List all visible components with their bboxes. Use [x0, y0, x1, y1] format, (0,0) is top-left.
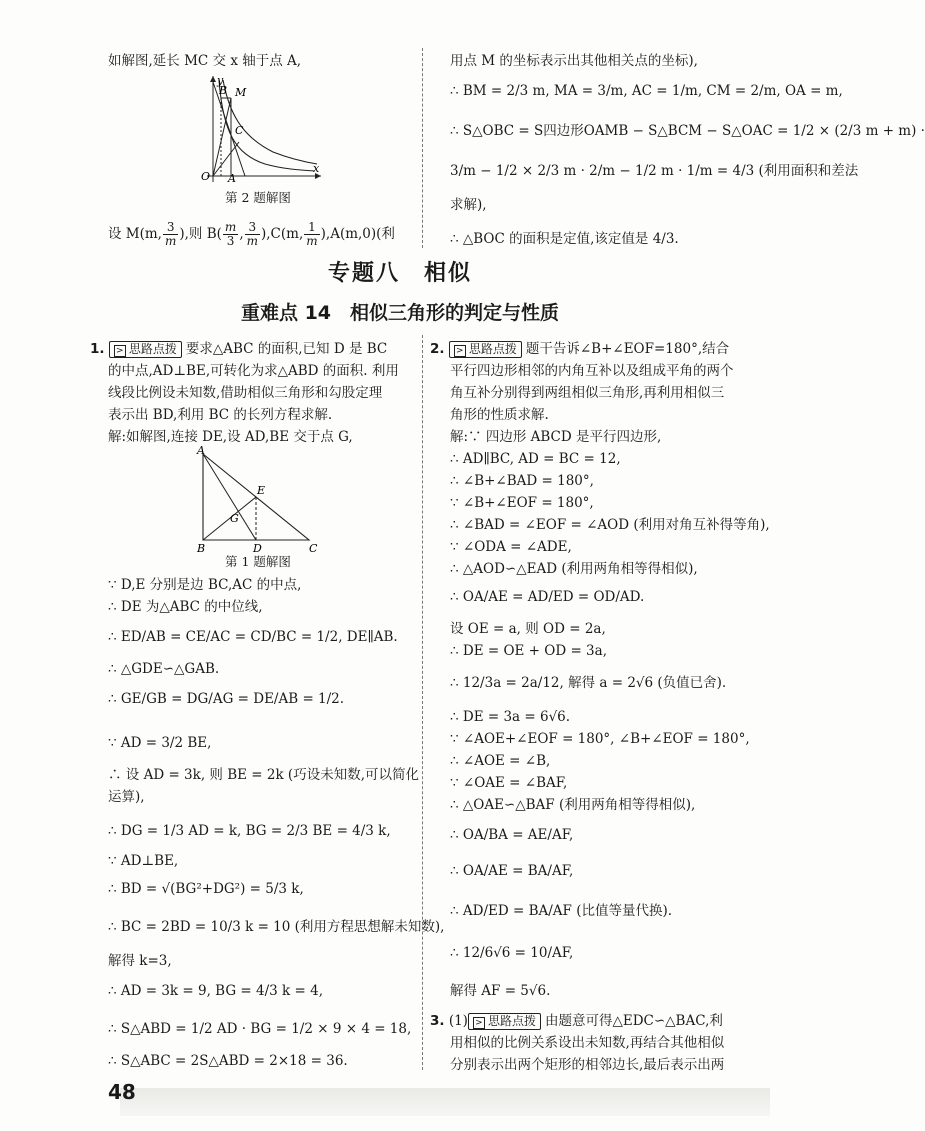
q3-intro-line-2: 用相似的比例关系设出未知数,再结合其他相似	[450, 1035, 725, 1051]
q1-number: 1.	[90, 341, 105, 357]
hint-tag: > 思路点拨	[109, 341, 182, 358]
q2-step-17: ∴ OA/BA = AE/AF,	[450, 827, 574, 843]
top-right-line-4: 3/m − 1/2 × 2/3 m · 2/m − 1/2 m · 1/m = 4/3 (利用面积和差法	[450, 163, 859, 179]
page-number: 48	[108, 1080, 136, 1104]
fig2-label-O: O	[201, 170, 211, 183]
fig2-label-C: C	[235, 124, 244, 137]
q1-step-6: ∵ AD = 3/2 BE,	[108, 735, 212, 751]
page-footer-bar	[120, 1088, 770, 1116]
top-right-line-3: ∴ S△OBC = S四边形OAMB − S△BCM − S△OAC = 1/2 × (2/3 m + m) ·	[450, 123, 925, 139]
q2-step-4: ∵ ∠B+∠EOF = 180°,	[450, 495, 594, 511]
q1-step-2: ∴ DE 为△ABC 的中位线,	[108, 599, 263, 615]
q1-step-10: ∵ AD⊥BE,	[108, 853, 179, 869]
q2-step-20: ∴ 12/6√6 = 10/AF,	[450, 945, 574, 961]
column-divider	[422, 48, 423, 248]
q2-step-1: 解:∵ 四边形 ABCD 是平行四边形,	[450, 429, 662, 445]
fig2-label-B: B	[219, 84, 228, 97]
q1-step-9: ∴ DG = 1/3 AD = k, BG = 2/3 BE = 4/3 k,	[108, 823, 391, 839]
q3-number: 3.	[430, 1013, 445, 1029]
top-right-line-2: ∴ BM = 2/3 m, MA = 3/m, AC = 1/m, CM = 2/m, OA = m,	[450, 83, 843, 99]
q2-step-19: ∴ AD/ED = BA/AF (比值等量代换).	[450, 903, 673, 919]
q2-step-16: ∴ △OAE∽△BAF (利用两角相等得相似),	[450, 797, 696, 813]
q1-step-3: ∴ ED/AB = CE/AC = CD/BC = 1/2, DE∥AB.	[108, 629, 398, 645]
q1-intro-line-3: 线段比例设未知数,借助相似三角形和勾股定理	[108, 385, 383, 401]
top-left-line-2: 设 M(m, $\frac{3}{m}$ ),则 B( $\frac{m}{3}$ , $\frac{3}{m}$ ),C(m, $\frac{1}{m}$ ),A(m,0)(利	[108, 220, 395, 248]
fig1-label-A: A	[197, 444, 205, 457]
q2-step-13: ∵ ∠AOE+∠EOF = 180°, ∠B+∠EOF = 180°,	[450, 731, 750, 747]
q2-step-18: ∴ OA/AE = BA/AF,	[450, 863, 574, 879]
q2-step-14: ∴ ∠AOE = ∠B,	[450, 753, 551, 769]
fig1-label-C: C	[309, 542, 318, 555]
q1-intro-line-4: 表示出 BD,利用 BC 的长列方程求解.	[108, 407, 333, 423]
q1-step-15: ∴ S△ABD = 1/2 AD · BG = 1/2 × 9 × 4 = 18,	[108, 1021, 412, 1037]
q2-intro-line-1: 2. > 思路点拨 题干告诉∠B+∠EOF=180°,结合	[430, 341, 730, 357]
q2-step-15: ∵ ∠OAE = ∠BAF,	[450, 775, 568, 791]
chevron-right-icon: >	[114, 345, 126, 357]
chapter-title: 专题八 相似	[327, 261, 472, 286]
chevron-right-icon: >	[454, 345, 466, 357]
figure-2-graph	[195, 72, 325, 184]
q2-step-3: ∴ ∠B+∠BAD = 180°,	[450, 473, 594, 489]
top-right-line-5: 求解),	[450, 197, 487, 213]
q2-step-6: ∵ ∠ODA = ∠ADE,	[450, 539, 572, 555]
q1-intro-line-2: 的中点,AD⊥BE,可转化为求△ABD 的面积. 利用	[108, 363, 399, 379]
hint-tag: > 思路点拨	[449, 341, 522, 358]
q2-intro-line-3: 角互补分别得到两组相似三角形,再利用相似三	[450, 385, 725, 401]
q2-intro-line-4: 角形的性质求解.	[450, 407, 549, 423]
fig2-label-A: A	[228, 172, 236, 185]
fig2-label-M: M	[235, 86, 247, 99]
q1-step-8: 运算),	[108, 789, 145, 805]
q2-step-2: ∴ AD∥BC, AD = BC = 12,	[450, 451, 621, 467]
q2-step-10: ∴ DE = OE + OD = 3a,	[450, 643, 607, 659]
q1-step-11: ∴ BD = √(BG²+DG²) = 5/3 k,	[108, 881, 304, 897]
fig1-label-D: D	[253, 542, 262, 555]
fig1-label-G: G	[230, 512, 239, 525]
fig1-label-B: B	[197, 542, 206, 555]
q2-step-11: ∴ 12/3a = 2a/12, 解得 a = 2√6 (负值已舍).	[450, 675, 727, 691]
q1-step-4: ∴ △GDE∽△GAB.	[108, 661, 220, 677]
q2-step-5: ∴ ∠BAD = ∠EOF = ∠AOD (利用对角互补得等角),	[450, 517, 770, 533]
fig1-label-E: E	[257, 484, 266, 497]
q2-number: 2.	[430, 341, 445, 357]
q2-step-9: 设 OE = a, 则 OD = 2a,	[450, 621, 606, 637]
figure-1-caption: 第 1 题解图	[225, 554, 291, 569]
top-right-line-6: ∴ △BOC 的面积是定值,该定值是 4/3.	[450, 231, 679, 247]
fig2-label-x: x	[313, 162, 320, 175]
hint-tag: > 思路点拨	[468, 1013, 541, 1030]
q1-step-12: ∴ BC = 2BD = 10/3 k = 10 (利用方程思想解未知数),	[108, 919, 445, 935]
q2-intro-line-2: 平行四边形相邻的内角互补以及组成平角的两个	[450, 363, 734, 379]
q2-step-7: ∴ △AOD∽△EAD (利用两角相等得相似),	[450, 561, 698, 577]
q1-intro-line-1: 1. > 思路点拨 要求△ABC 的面积,已知 D 是 BC	[90, 341, 388, 357]
section-title: 重难点 14 相似三角形的判定与性质	[240, 302, 560, 324]
figure-1-triangle	[195, 444, 325, 555]
q2-step-12: ∴ DE = 3a = 6√6.	[450, 709, 571, 725]
q1-step-7: ∴ 设 AD = 3k, 则 BE = 2k (巧设未知数,可以简化	[108, 767, 419, 783]
top-right-line-1: 用点 M 的坐标表示出其他相关点的坐标),	[450, 53, 698, 69]
q1-solution-start: 解:如解图,连接 DE,设 AD,BE 交于点 G,	[108, 429, 353, 445]
q1-step-5: ∴ GE/GB = DG/AG = DE/AB = 1/2.	[108, 691, 345, 707]
column-divider	[422, 335, 423, 1070]
q1-step-16: ∴ S△ABC = 2S△ABD = 2×18 = 36.	[108, 1053, 348, 1069]
q3-intro-line-1: 3. (1) > 思路点拨 由题意可得△EDC∽△BAC,利	[430, 1013, 723, 1029]
q2-step-8: ∴ OA/AE = AD/ED = OD/AD.	[450, 589, 645, 605]
figure-2-caption: 第 2 题解图	[225, 190, 291, 205]
fig2-label-y: y	[217, 74, 224, 87]
q1-step-14: ∴ AD = 3k = 9, BG = 4/3 k = 4,	[108, 983, 324, 999]
top-left-line-1: 如解图,延长 MC 交 x 轴于点 A,	[108, 53, 302, 69]
chevron-right-icon: >	[473, 1017, 485, 1029]
q3-intro-line-3: 分别表示出两个矩形的相邻边长,最后表示出两	[450, 1057, 725, 1073]
q1-step-1: ∵ D,E 分别是边 BC,AC 的中点,	[108, 577, 302, 593]
q2-step-21: 解得 AF = 5√6.	[450, 983, 551, 999]
q1-step-13: 解得 k=3,	[108, 953, 172, 969]
